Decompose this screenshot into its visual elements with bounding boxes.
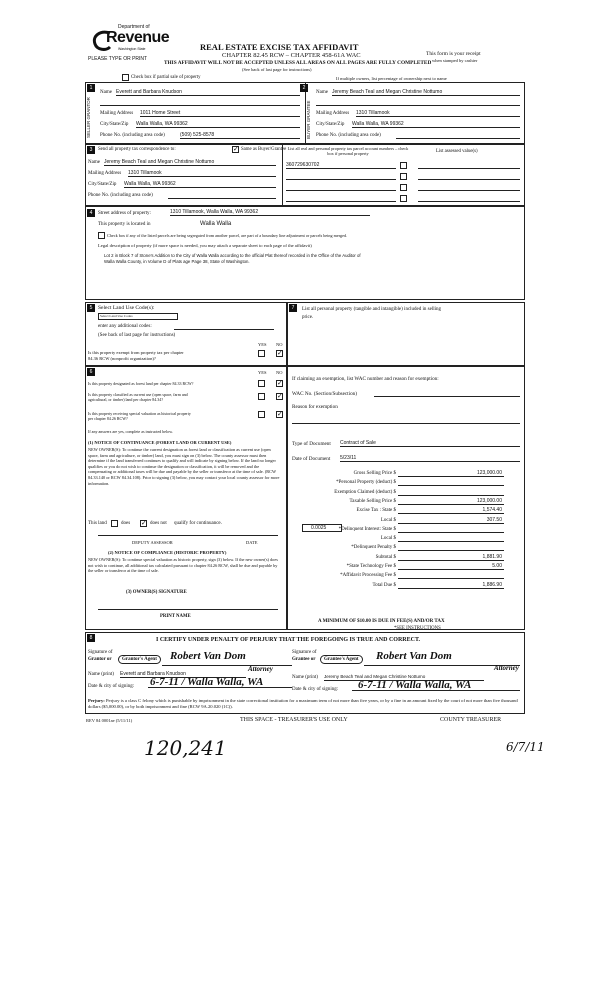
parcel-header: List all real and personal property tax parcel account numbers – check box if personal property [287,146,409,156]
tax-corr-name-label: Name [88,160,100,165]
fee-row-field[interactable] [398,470,504,477]
forest-yes: YES [258,370,267,375]
forest-if-yes: If any answers are yes, complete as instructed below. [88,429,173,434]
seller-phone-label: Phone No. (including area code) [100,133,165,138]
doc-date-value: 5/23/11 [340,455,357,461]
tax-corr-mail-field[interactable] [128,170,276,177]
local-rate-value: 0.0025 [311,525,327,531]
legal-line-1: Lot 2 in Block 7 of Stone's Addition to the City of Walla Walla according to the official Plat thereof recorded in the Office of the Auditor of [104,253,361,258]
handwritten-date: 6/7/11 [506,740,545,754]
parcel-1-personal-checkbox[interactable] [400,162,407,169]
personal-property-label-2: price. [302,315,314,320]
section-5-badge: 5 [87,304,95,312]
buyer-name-value: Jeremy Beach Teal and Megan Christine Nottumo [332,89,443,95]
fee-row-field[interactable] [398,535,504,542]
grantor-name-label: Name (print) [88,672,114,677]
please-type: PLEASE TYPE OR PRINT [88,56,148,62]
forest-q2-no[interactable] [276,393,283,400]
grantor-date-value: 6-7-11 / Walla Walla, WA [150,676,264,688]
fee-row-label: *Delinquent Interest: State $ [338,526,396,532]
assessed-header: List assessed value(s) [436,149,478,154]
certify-text: I CERTIFY UNDER PENALTY OF PERJURY THAT THE FOREGOING IS TRUE AND CORRECT. [156,637,421,643]
parcel-value-1: 360729630702 [286,162,320,168]
located-value: Walla Walla [200,221,232,227]
doc-date-label: Date of Document [292,456,331,462]
fee-row-label: Total Due $ [372,582,396,588]
dept-name: Revenue [106,29,170,46]
seller-mail-value: 1011 Home Street [140,110,181,116]
reason-field-1[interactable] [292,418,520,424]
deputy-label: DEPUTY ASSESSOR [132,540,173,545]
forest-q3-no[interactable] [276,411,283,418]
seller-phone-value: (509) 525-8578 [180,132,215,138]
buyer-mail-value: 1310 Tillamook [356,110,390,116]
tax-corr-phone-field[interactable] [168,192,276,199]
tax-corr-phone-label: Phone No. (including area code) [88,193,153,198]
dept-sub: Washington State [118,47,146,51]
minimum-note: A MINIMUM OF $10.00 IS DUE IN FEE(S) AND/OR TAX [318,619,445,624]
does-not-label: does not [150,521,167,526]
seller-mail-field[interactable] [140,110,300,117]
fee-row-label: Subtotal $ [375,554,396,560]
additional-codes-field[interactable] [174,323,274,330]
parcel-3-personal-checkbox[interactable] [400,184,407,191]
owner-sig-line[interactable] [98,608,278,610]
does-not-qualify-checkbox[interactable] [140,520,147,527]
tax-corr-mail-value: 1310 Tillamook [128,170,162,176]
assessed-field-2[interactable] [418,173,520,180]
grantee-date-value: 6-7-11 / Walla Walla, WA [358,679,472,691]
tax-corr-label: Send all property tax correspondence to: [98,147,176,152]
forest-q2-1: Is this property classified as current use (open space, farm and [88,392,188,397]
seller-city-label: City/State/Zip [100,122,129,127]
fee-row-field[interactable] [398,544,504,551]
land-use-select-value: Select Land Use Codes [100,314,133,318]
local-rate-box[interactable] [302,524,342,532]
parcel-field-1[interactable] [286,162,396,169]
wac-field[interactable] [374,390,520,397]
fee-row-label: Excise Tax : State $ [356,508,396,514]
form-warning: THIS AFFIDAVIT WILL NOT BE ACCEPTED UNLESS ALL AREAS ON ALL PAGES ARE FULLY COMPLETED [164,60,432,66]
section-1-badge: 1 [87,84,95,92]
grantee-agent-label[interactable]: Grantee's Agent [320,655,363,664]
does-label: does [121,521,131,526]
fee-row-label: *Personal Property (deduct) $ [336,480,396,486]
fee-row-label: *Delinquent Penalty $ [351,545,396,551]
rev-label: REV 84 0001ae (5/11/11) [86,718,133,723]
grantee-name-label: Name (print) [292,675,318,680]
forest-q3-yes[interactable] [258,411,265,418]
county-treasurer-label: COUNTY TREASURER [440,717,502,723]
fee-row-label: Gross Selling Price $ [353,471,396,476]
parcel-2-personal-checkbox[interactable] [400,173,407,180]
notice1-body: NEW OWNER(S): To continue the current designation as forest land or classification as current use (open space, farm and agriculture, or timber) land, you must sign on (3) below. The county assessor must then determine if the land transferred continues to qualify and will indicate by signing below. If the land no longer qualifies or you do not wish to continue the designation or classification, it will be removed and the compensating or additional taxes will be due and payable by the seller or transferor at the time of sale. (RCW 84.33.140 or RCW 84.34.108). Prior to signing (3) below, you may contact your local county assessor for more information. [88,447,280,486]
land-use-yes: YES [258,342,267,347]
forest-q1-no[interactable] [276,380,283,387]
same-as-buyer-label: Same as Buyer/Grantee [241,147,287,152]
see-back: (See back of last page for instructions) [242,67,312,72]
notice1-title: (1) NOTICE OF CONTINUANCE (FOREST LAND OR CURRENT USE) [88,440,232,445]
grantee-signature: Robert Van Dom [376,650,452,662]
seller-name-label: Name [100,90,112,95]
forest-q1: Is this property designated as forest land per chapter 84.33 RCW? [88,381,194,386]
fee-row-label: Local $ [380,517,396,523]
street-label: Street address of property: [98,211,151,216]
land-use-no: NO [276,342,283,347]
grantor-signature: Robert Van Dom [170,650,246,662]
tax-corr-name-value: Jeremy Beach Teal and Megan Christine Nottumo [104,159,215,165]
buyer-city-label: City/State/Zip [316,122,345,127]
forest-no: NO [276,370,283,375]
seller-side-label: SELLER GRANTOR [86,97,91,139]
segregated-label: Check box if any of the listed parcels are being segregated from another parcel, are part of a boundary line adjustment or parcels being merged. [107,233,348,238]
same-as-buyer-checkbox[interactable] [232,146,239,153]
assessed-field-4[interactable] [418,195,520,202]
buyer-name-field[interactable] [332,89,520,96]
seller-city-field[interactable] [136,121,300,128]
see-instr-note: *SEE INSTRUCTIONS [394,626,441,631]
wac-label: WAC No. (Section/Subsection) [292,391,357,397]
treasurer-use-label: THIS SPACE - TREASURER'S USE ONLY [240,717,348,723]
buyer-city-value: Walla Walla, WA 99362 [352,121,404,127]
dept-top: Department of [118,24,150,30]
notice2-body: NEW OWNER(S): To continue special valuation as historic property, sign (3) below. If the new owner(s) does not wish to continue, all additional tax calculated pursuant to chapter 84.26 RCW, shall be due and payable by the seller or transferor at the time of sale. [88,557,278,574]
exempt-yes-checkbox[interactable] [258,350,265,357]
grantee-sig-of: Signature of [292,650,317,655]
buyer-mail-field[interactable] [356,110,520,117]
tax-corr-city-field[interactable] [124,181,276,188]
tax-corr-city-value: Walla Walla, WA 99362 [124,181,176,187]
fee-row-value: 123,000.00 [476,470,502,476]
fee-row-field[interactable] [398,563,504,570]
fee-row-value: 123,000.00 [476,497,502,504]
seller-name-field[interactable] [116,89,300,96]
assessed-field-1[interactable] [418,162,520,169]
seller-phone-field[interactable] [180,132,300,139]
section-3-badge: 3 [87,146,95,154]
perjury-body: Perjury is a class C felony which is punishable by imprisonment in the state correctional institution for a maximum term of not more than five years, or by a fine in an amount fixed by the court of not more than five thousand dollars ($5,000.00), or by both imprisonment and fine (RCW 9A.20.020 (1C)). [88,698,518,709]
deputy-sig-line[interactable] [98,534,278,536]
exempt-q-2: 84.36 RCW (nonprofit organization)? [88,356,156,361]
perjury-text [88,698,520,709]
forest-q3-2: per chapter 84.26 RCW? [88,416,128,421]
fee-row-field[interactable] [398,554,504,561]
qualify-label: qualify for continuance. [174,521,222,526]
this-land-label: This land [88,521,107,526]
personal-property-label-1: List all personal property (tangible and intangible) included in selling [302,307,441,312]
receipt-note-1: This form is your receipt [426,51,481,57]
doc-type-label: Type of Document [292,441,331,447]
section-7-badge: 7 [289,304,297,312]
parcel-field-2[interactable] [286,173,396,180]
deputy-date-label: DATE [246,540,258,545]
buyer-phone-field[interactable] [396,132,520,139]
fee-row-value: 1,881.90 [482,553,502,560]
receipt-note-2: when stamped by cashier [432,58,478,63]
land-use-see-back: (See back of last page for instructions) [98,333,176,338]
section-4-badge: 4 [87,209,95,217]
grantor-sig-of: Signature of [88,650,113,655]
parcel-field-4[interactable] [286,195,396,202]
revenue-logo [92,24,170,58]
grantor-signature-2: Attorney [248,665,273,673]
fee-row-field[interactable] [398,572,504,579]
perjury-bold: Perjury: [88,698,105,703]
fee-row-label: Exemption Claimed (deduct) $ [334,489,396,495]
tax-corr-mail-label: Mailing Address [88,171,122,176]
fee-row-field[interactable] [398,479,504,486]
grantee-signature-2: Attorney [494,664,519,672]
handwritten-number: 120,241 [144,736,227,760]
buyer-mail-label: Mailing Address [316,111,350,116]
buyer-name-label: Name [316,90,328,95]
seller-name-line-2[interactable] [100,100,300,106]
tax-corr-name-field[interactable] [104,159,276,166]
seller-city-value: Walla Walla, WA 99362 [136,121,188,127]
assessed-field-3[interactable] [418,184,520,191]
grantee-date-label: Date & city of signing: [292,687,339,692]
buyer-name-line-2[interactable] [316,100,520,106]
parcel-4-personal-checkbox[interactable] [400,195,407,202]
exempt-q-1: Is this property exempt from property tax per chapter [88,350,184,355]
fee-row-value: 307.50 [486,516,502,523]
buyer-side-label: BUYER GRANTEE [306,100,311,140]
fee-row-label: Local $ [380,536,396,542]
grantor-label: Grantor or [88,657,112,662]
grantee-label: Grantee or [292,657,316,662]
form-title: REAL ESTATE EXCISE TAX AFFIDAVIT [200,42,359,52]
enter-additional-label: enter any additional codes: [98,324,152,329]
seller-mail-label: Mailing Address [100,111,134,116]
grantor-date-label: Date & city of signing: [88,684,135,689]
section-3-divider [282,144,283,206]
fee-row-field[interactable] [398,526,504,533]
legal-label: Legal description of property (if more space is needed, you may attach a separate sheet to each page of the affidavit) [98,243,312,248]
forest-q3-1: Is this property receiving special valuation as historical property [88,411,191,416]
land-use-label: Select Land Use Code(s): [98,305,155,311]
doc-type-value: Contract of Sale [340,440,376,446]
fee-row-value: 1,574.40 [482,507,502,514]
seller-name-value: Everett and Barbara Knudson [116,89,182,95]
doc-date-field[interactable] [340,455,520,462]
grantor-agent-label[interactable]: Grantor's Agent [118,655,161,664]
multiple-owners-label: If multiple owners, list percentage of ownership next to name [336,76,447,81]
section-2-badge: 2 [300,84,308,92]
legal-line-2: Walla Walla County, in Volume D of Plats age Page 38, State of Washington. [104,259,250,264]
grantee-name-value: Jeremy Beach Teal and Megan Christine Nottumo [324,674,426,679]
notice2-title: (2) NOTICE OF COMPLIANCE (HISTORIC PROPERTY) [108,550,227,555]
exempt-no-checkbox[interactable] [276,350,283,357]
located-label: This property is located in [98,222,151,227]
fee-row-label: *Affidavit Processing Fee $ [340,573,396,579]
form-chapter: CHAPTER 82.45 RCW – CHAPTER 458-61A WAC [222,52,361,59]
fee-row-field[interactable] [398,582,504,589]
tax-corr-city-label: City/State/Zip [88,182,117,187]
fee-row-field[interactable] [398,489,504,496]
doc-type-field[interactable] [340,440,520,447]
fee-row-field[interactable] [398,498,504,505]
buyer-city-field[interactable] [352,121,520,128]
grantor-name-value: Everett and Barbara Knudson [120,671,186,677]
land-use-select[interactable] [98,313,178,320]
reason-label: Reason for exemption [292,404,338,410]
print-name-label: PRINT NAME [160,614,191,619]
fee-row-value: 5.00 [492,563,502,569]
fee-row-label: Taxable Selling Price $ [349,498,396,504]
does-qualify-checkbox[interactable] [111,520,118,527]
segregated-checkbox[interactable] [98,232,105,239]
owner-sig-label: (3) OWNER(S) SIGNATURE [126,590,187,595]
parcel-field-3[interactable] [286,184,396,191]
forest-q1-yes[interactable] [258,380,265,387]
fee-row-field[interactable] [398,507,504,514]
partial-sale-checkbox[interactable] [122,74,129,81]
fee-row-label: *State Technology Fee $ [346,564,396,569]
buyer-phone-label: Phone No. (including area code) [316,133,381,138]
section-6-badge: 6 [87,368,95,376]
forest-q2-yes[interactable] [258,393,265,400]
fee-row-value: 1,886.90 [482,581,502,588]
section-8-badge: 8 [87,634,95,642]
partial-sale-label: Check box if partial sale of property [131,75,201,80]
street-field[interactable] [170,209,370,216]
street-value: 1310 Tillamook, Walla Walla, WA 99362 [170,209,259,215]
fee-row-field[interactable] [398,517,504,524]
exemption-label: If claiming an exemption, list WAC number and reason for exemption: [292,376,439,382]
forest-q2-2: agricultural, or timber) land per chapter 84.34? [88,397,164,402]
